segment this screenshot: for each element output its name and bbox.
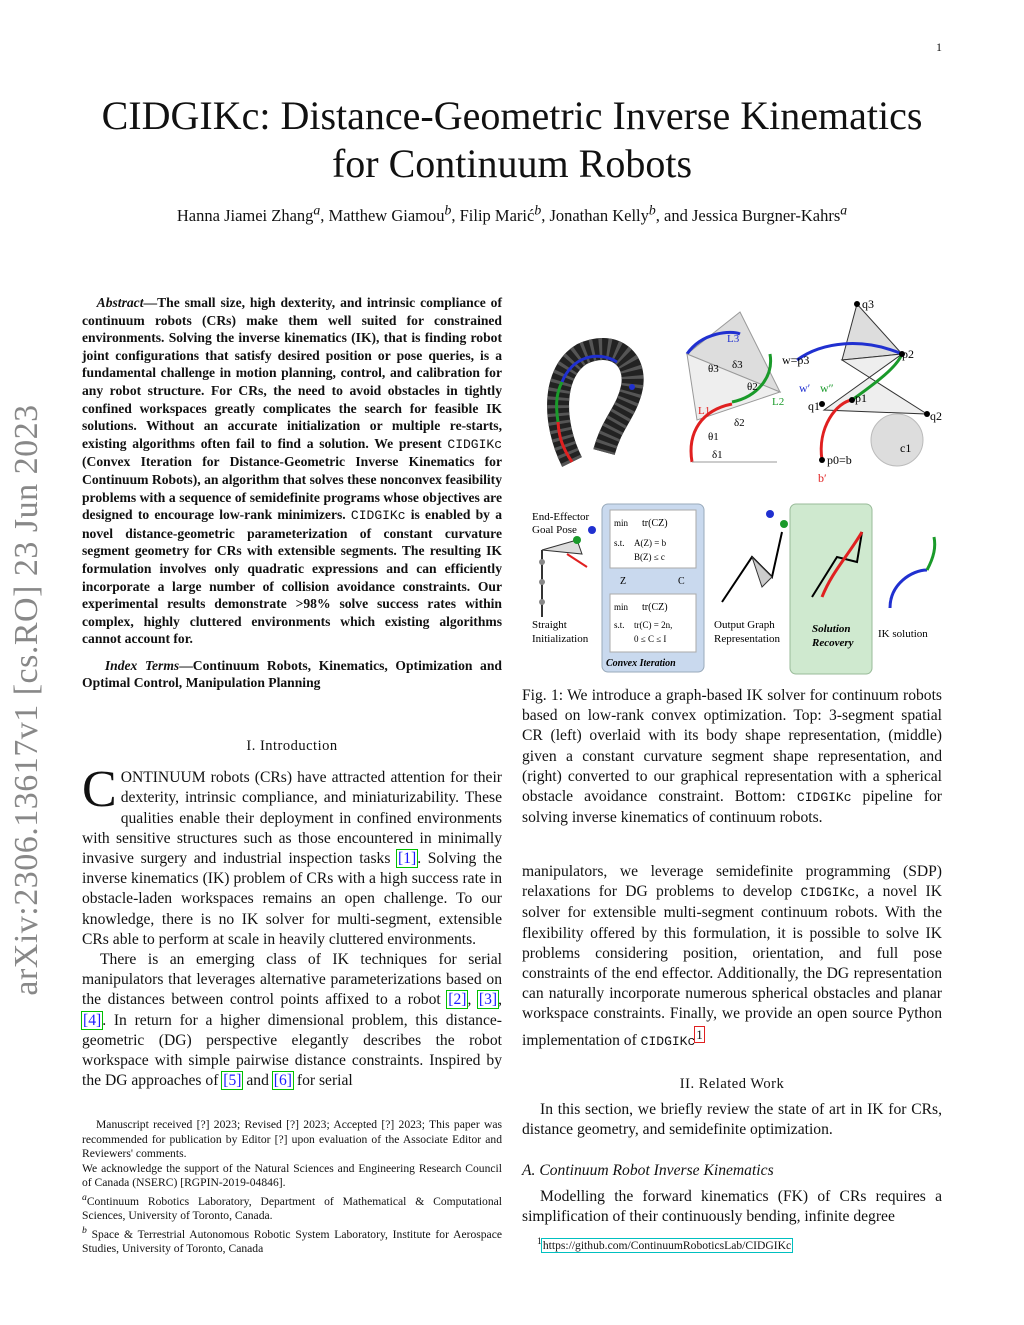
svg-text:Recovery: Recovery [812, 637, 854, 649]
graph-representation [782, 297, 942, 485]
svg-text:tr(CZ): tr(CZ) [642, 518, 668, 529]
arxiv-identifier: arXiv:2306.13617v1 [cs.RO] 23 Jun 2023 [8, 404, 45, 996]
footnote-link[interactable]: 1 [696, 1026, 703, 1042]
page-number: 1 [936, 40, 942, 54]
svg-text:Initialization: Initialization [532, 633, 589, 645]
citation-link[interactable]: [3] [478, 991, 498, 1009]
section-heading: I. Introduction [246, 738, 338, 754]
svg-text:s.t.: s.t. [614, 538, 625, 548]
svg-text:δ2: δ2 [734, 417, 745, 429]
footnote-affiliation-a: $^a$Continuum Robotics Laboratory, Department of Mathematical & Computational Sciences, University of Toronto, Canada. [82, 1191, 502, 1223]
citation-link[interactable]: [5] [223, 1072, 242, 1090]
svg-text:p2: p2 [902, 347, 914, 361]
svg-text:θ2: θ2 [747, 381, 758, 393]
citation-link[interactable]: [6] [273, 1072, 292, 1090]
figure-1 [522, 292, 952, 687]
svg-text:0 ≤ C ≤ I: 0 ≤ C ≤ I [634, 634, 667, 644]
footnote-received: Manuscript received [?] 2023; Revised [?] 2023; Accepted [?] 2023; This paper was recommended for publication by Editor [?] upon evaluation of the Associate Editor and Reviewers' comments. [82, 1118, 502, 1161]
author: Hanna Jiamei Zhang$^a$, [176, 202, 329, 225]
svg-text:Solution: Solution [812, 623, 851, 635]
svg-text:q3: q3 [862, 297, 874, 311]
caption-label: Fig. 1: [522, 687, 564, 704]
author: Filip Marić$^b$, [459, 202, 550, 225]
footnote-affiliation-b: $^b$ Space & Terrestrial Autonomous Robotic System Laboratory, Institute for Aerospace Studies, University of Toronto, Canada [82, 1225, 502, 1256]
cc-segment-diagram [687, 312, 784, 462]
svg-text:End-Effector: End-Effector [532, 511, 590, 523]
abstract-label: Abstract [96, 295, 144, 310]
github-link[interactable]: https://github.com/ContinuumRoboticsLab/CIDGIKc [542, 1238, 792, 1252]
figure-caption: Fig. 1: We introduce a graph-based IK solver for continuum robots based on low-rank convex optimization. Top: 3-segment spatial CR (left) overlaid with its body shape representation, (middle) given a constant curvature segment shape representation, and (right) converted to our graphical representation with a spherical obstacle avoidance constraint. Bottom: CIDGIKc pipeline for solving inverse kinematics of continuum robots. [522, 687, 942, 827]
author: Jonathan Kelly$^b$, and [549, 202, 692, 225]
index-terms: —Continuum Robots, Kinematics, Optimization and Optimal Control, Manipulation Planning [82, 657, 502, 691]
citation-link[interactable]: [1] [398, 850, 417, 868]
svg-text:w=p3: w=p3 [782, 353, 810, 367]
title-line-2: for Continuum Robots [331, 141, 693, 186]
section-introduction: I. Introduction CONTINUUM robots (CRs) have attracted attention for their dexterity, intrinsic compliance, and miniaturizability. These qualities enable their deployment in confined environments with sensitive structures such as those encountered in minimally invasive surgery and industrial inspection tasks [1]. Solving the inverse kinematics (IK) problem of CRs with a high success rate in obstacle-laden workspaces remains an open challenge. To our knowledge, there is no IK solver for multi-segment, extensible CRs able to perform at scale in heavily cluttered environments. There is an emerging class of IK techniques for serial manipulators that leverages alternative parameterizations based on the distances between control points affixed to a robot [2], [3], [4]. In return for a higher dimensional problem, this distance-geometric (DG) perspective elegantly describes the robot workspace with simple pairwise distance constraints. Inspired by the DG approaches of [5] and [6] for serial [82, 738, 502, 1090]
svg-text:c1: c1 [900, 441, 912, 455]
citation-link[interactable]: [2] [448, 991, 467, 1009]
svg-text:δ3: δ3 [732, 359, 743, 371]
subsection-heading: A. Continuum Robot Inverse Kinematics [522, 1161, 774, 1179]
svg-text:p0=b: p0=b [827, 453, 852, 467]
footnote-support: We acknowledge the support of the Natural Sciences and Engineering Research Council of Canada (NSERC) [RGPIN-2019-04846]. [82, 1161, 502, 1190]
svg-text:s.t.: s.t. [614, 620, 625, 630]
svg-text:δ1: δ1 [712, 449, 723, 461]
index-terms-label: Index Terms [104, 657, 180, 673]
footnotes [82, 1118, 502, 1257]
robot-photo [557, 349, 635, 462]
right-column-body: manipulators, we leverage semidefinite programming (SDP) relaxations for DG problems to develop CIDGIKc, a novel IK solver for extensible multi-segment continuum robots. With the flexibility offered by this formulation, it is possible to solve IK problems considering position, orientation, and full pose constraints of the end effector. Additionally, the DG representation can naturally incorporate numerous spherical obstacles and planar workspace constraints. Finally, we provide an open source Python implementation of CIDGIKc$^1$ II. Related Work In this section, we briefly review the state of art in IK for CRs, distance geometry, and semidefinite optimization. A. Continuum Robot Inverse Kinematics Modelling the forward kinematics (FK) of CRs requires a simplification of their continuously bending, infinite degree [522, 863, 942, 1226]
svg-text:Output Graph: Output Graph [714, 619, 775, 631]
figure-graphic [522, 292, 952, 682]
paper-title [60, 92, 964, 188]
citation-link[interactable]: [4] [83, 1011, 102, 1029]
title-line-1: CIDGIKc: Distance-Geometric Inverse Kinematics [101, 93, 923, 138]
svg-text:Goal Pose: Goal Pose [532, 524, 577, 536]
method-name: CIDGIKc [447, 436, 502, 452]
svg-text:θ1: θ1 [708, 431, 719, 443]
svg-text:A(Z) = b: A(Z) = b [634, 538, 667, 548]
label-L3: L3 [727, 333, 740, 345]
author: Jessica Burgner-Kahrs$^a$ [691, 202, 848, 225]
author-list [60, 202, 964, 226]
svg-text:Convex Iteration: Convex Iteration [606, 658, 676, 669]
svg-text:Representation: Representation [714, 633, 780, 645]
footnote-1: $^1$https://github.com/ContinuumRoboticsLab/CIDGIKc [537, 1236, 792, 1252]
svg-text:Straight: Straight [532, 619, 567, 631]
pipeline-diagram [532, 504, 935, 674]
svg-text:min: min [614, 518, 629, 528]
dropcap: C [82, 761, 117, 819]
svg-text:q1: q1 [808, 399, 820, 413]
svg-text:Z: Z [620, 576, 627, 587]
svg-text:tr(CZ): tr(CZ) [642, 602, 668, 613]
svg-text:q2: q2 [930, 409, 942, 423]
svg-text:min: min [614, 602, 629, 612]
label-L1: L1 [698, 405, 711, 417]
svg-text:p1: p1 [855, 391, 867, 405]
svg-text:C: C [678, 576, 685, 587]
author: Matthew Giamou$^b$, [328, 202, 460, 225]
svg-text:θ3: θ3 [708, 363, 719, 375]
svg-text:tr(C) = 2n,: tr(C) = 2n, [634, 620, 673, 630]
svg-text:w′: w′ [799, 381, 811, 395]
abstract: Abstract—The small size, high dexterity, and intrinsic compliance of continuum robots (CRs) make them well suited for constrained environments. Solving the inverse kinematics (IK), that is finding robot joint configurations that satisfy desired position or pose queries, is a fundamental challenge in motion planning, control, and calibration for any robot structure. For CRs, the need to avoid obstacles in tightly confined workspaces greatly complicates the search for feasible IK solutions. Without an accurate initialization or multiple re-starts, existing algorithms often fail to find a solution. We present CIDGIKc (Convex Iteration for Distance-Geometric Inverse Kinematics for Continuum Robots), an algorithm that solves these nonconvex feasibility problems with a sequence of semidefinite programs whose objectives are designed to encourage low-rank minimizers. CIDGIKc is enabled by a novel distance-geometric parameterization of constant curvature segment geometry for CRs with extensible segments. The resulting IK formulation involves only quadratic expressions and can efficiently incorporate a large number of collision avoidance constraints. Our experimental results demonstrate >98% solve success rates within complex, highly cluttered environments which existing algorithms cannot account for. Index Terms—Continuum Robots, Kinematics, Optimization and Optimal Control, Manipulation Planning [82, 295, 502, 691]
section-heading: II. Related Work [679, 1076, 785, 1093]
label-L2: L2 [772, 396, 785, 408]
svg-text:w″: w″ [820, 381, 834, 395]
svg-text:B(Z) ≤ c: B(Z) ≤ c [634, 552, 665, 562]
svg-text:IK solution: IK solution [878, 628, 928, 640]
svg-text:b′: b′ [818, 471, 827, 485]
